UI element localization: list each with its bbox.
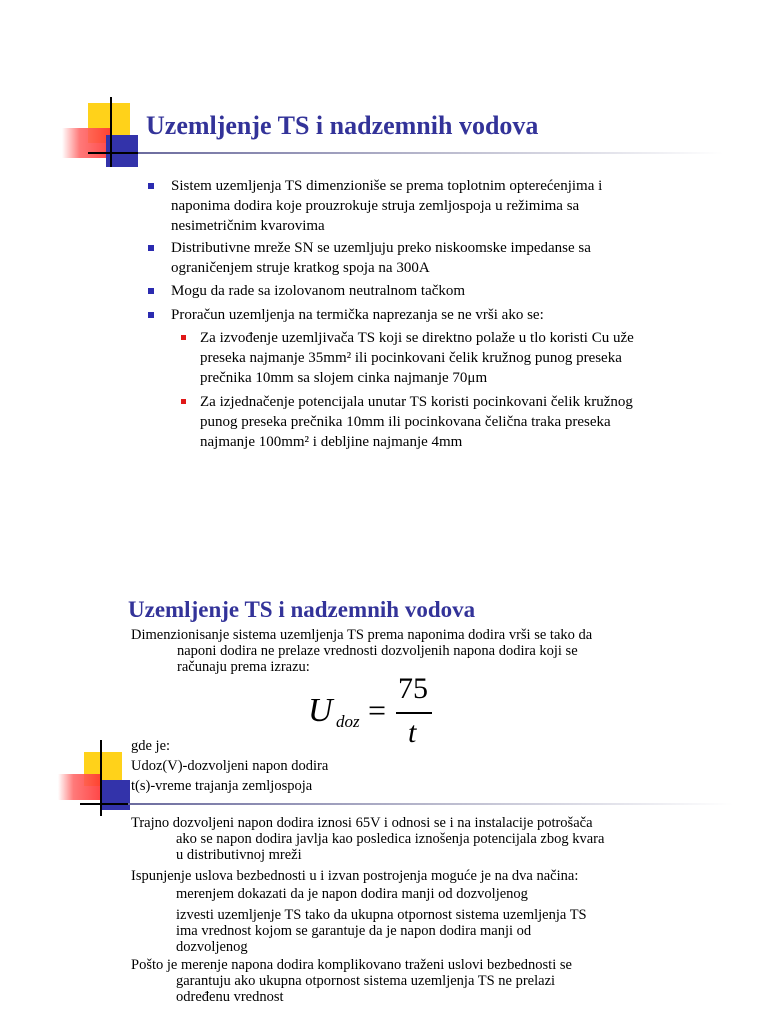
intro-line-1: Dimenzionisanje sistema uzemljenja TS prema naponima dodira vrši se tako da <box>131 627 593 643</box>
slide1-title: Uzemljenje TS i nadzemnih vodova <box>146 111 539 140</box>
bullet-2-line-2: ograničenjem struje kratkog spoja na 300A <box>171 260 430 276</box>
paragraph-2-item-2 <box>176 907 696 955</box>
decor-horizontal-line <box>88 152 144 154</box>
where-line-2: Udoz(V)-dozvoljeni napon dodira <box>131 758 329 774</box>
formula-denominator: t <box>408 716 417 749</box>
para3-line-3: određenu vrednost <box>176 989 284 1005</box>
formula-subscript: doz <box>336 712 360 731</box>
where-block <box>131 736 431 796</box>
bullet-1-line-2: naponima dodira koje prouzrokuje struja zemljospoja u režimima sa <box>171 198 580 214</box>
bullet-marker-icon <box>148 288 154 294</box>
bullet-1-line-1: Sistem uzemljenja TS dimenzioniše se prema toplotnim opterećenjima i <box>171 178 603 194</box>
bullet-marker-icon <box>148 183 154 189</box>
bullet-1-line-3: nesimetričnim kvarovima <box>171 218 325 234</box>
decor-red-bar-2 <box>58 774 102 800</box>
bullet-1 <box>148 176 688 236</box>
sub-bullet-marker-icon <box>181 399 186 404</box>
bullet-marker-icon <box>148 245 154 251</box>
para2-item1-line-1: merenjem dokazati da je napon dodira manji od dozvoljenog <box>176 886 528 902</box>
para1-line-1: Trajno dozvoljeni napon dodira iznosi 65V i odnosi se i na instalacije potrošača <box>131 815 593 831</box>
sub-bullet-2-line-2: punog preseka prečnika 10mm ili pocinkovana čelična traka preseka <box>200 414 611 430</box>
intro-line-3: računaju prema izrazu: <box>177 659 310 675</box>
bullet-2 <box>148 238 688 278</box>
paragraph-1 <box>131 815 701 863</box>
where-line-1: gde je: <box>131 738 171 754</box>
para1-line-2: ako se napon dodira javlja kao posledica iznošenja potencijala zbog kvara <box>176 831 605 847</box>
intro-line-2: naponi dodira ne prelaze vrednosti dozvoljenih napona dodira koji se <box>177 643 578 659</box>
bullet-4-line-1: Proračun uzemljenja na termička naprezanja se ne vrši ako se: <box>171 307 544 323</box>
sub-bullet-1-line-1: Za izvođenje uzemljivača TS koji se direktno polaže u tlo koristi Cu uže <box>200 330 634 346</box>
formula-fraction-bar <box>396 712 432 714</box>
slide2-title: Uzemljenje TS i nadzemnih vodova <box>128 597 476 622</box>
bullet-4 <box>148 305 688 325</box>
bullet-2-line-1: Distributivne mreže SN se uzemljuju preko niskoomske impedanse sa <box>171 240 591 256</box>
paragraph-3 <box>131 957 701 1005</box>
paragraph-2 <box>131 868 701 884</box>
decor-blue-square-2 <box>100 780 130 810</box>
bullet-3 <box>148 281 688 301</box>
decor-vertical-line <box>110 97 112 167</box>
paragraph-2-item-1 <box>176 886 696 902</box>
para2-item2-line-1: izvesti uzemljenje TS tako da ukupna otpornost sistema uzemljenja TS <box>176 907 587 923</box>
decor-horizontal-line-2 <box>80 803 134 805</box>
sub-bullet-2 <box>181 392 701 452</box>
para2-item2-line-3: dozvoljenog <box>176 939 248 955</box>
sub-bullet-marker-icon <box>181 335 186 340</box>
slide2-rule <box>128 803 733 805</box>
slide2-intro <box>131 627 691 675</box>
para3-line-2: garantuju ako ukupna otpornost sistema uzemljenja TS ne prelazi <box>176 973 556 989</box>
sub-bullet-1 <box>181 328 701 388</box>
sub-bullet-1-line-2: preseka najmanje 35mm² ili pocinkovani čelik kružnog punog preseka <box>200 350 622 366</box>
para2-line-1: Ispunjenje uslova bezbednosti u i izvan postrojenja moguće je na dva načina: <box>131 868 579 884</box>
formula-lhs: U <box>308 692 333 729</box>
sub-bullet-2-line-1: Za izjednačenje potencijala unutar TS koristi pocinkovani čelik kružnog <box>200 394 633 410</box>
bullet-3-line-1: Mogu da rade sa izolovanom neutralnom tačkom <box>171 283 466 299</box>
where-line-3: t(s)-vreme trajanja zemljospoja <box>131 778 313 794</box>
sub-bullet-2-line-3: najmanje 100mm² i debljine najmanje 4mm <box>200 434 463 450</box>
formula-numerator: 75 <box>398 672 428 705</box>
para3-line-1: Pošto je merenje napona dodira komplikovano traženi uslovi bezbednosti se <box>131 957 572 973</box>
bullet-marker-icon <box>148 312 154 318</box>
formula-equals: = <box>368 692 387 728</box>
para1-line-3: u distributivnoj mreži <box>176 847 302 863</box>
slide1-title-rule <box>138 152 723 154</box>
sub-bullet-1-line-3: prečnika 10mm sa slojem cinka najmanje 70μm <box>200 370 488 386</box>
para2-item2-line-2: ima vrednost kojom se garantuje da je napon dodira manji od <box>176 923 532 939</box>
